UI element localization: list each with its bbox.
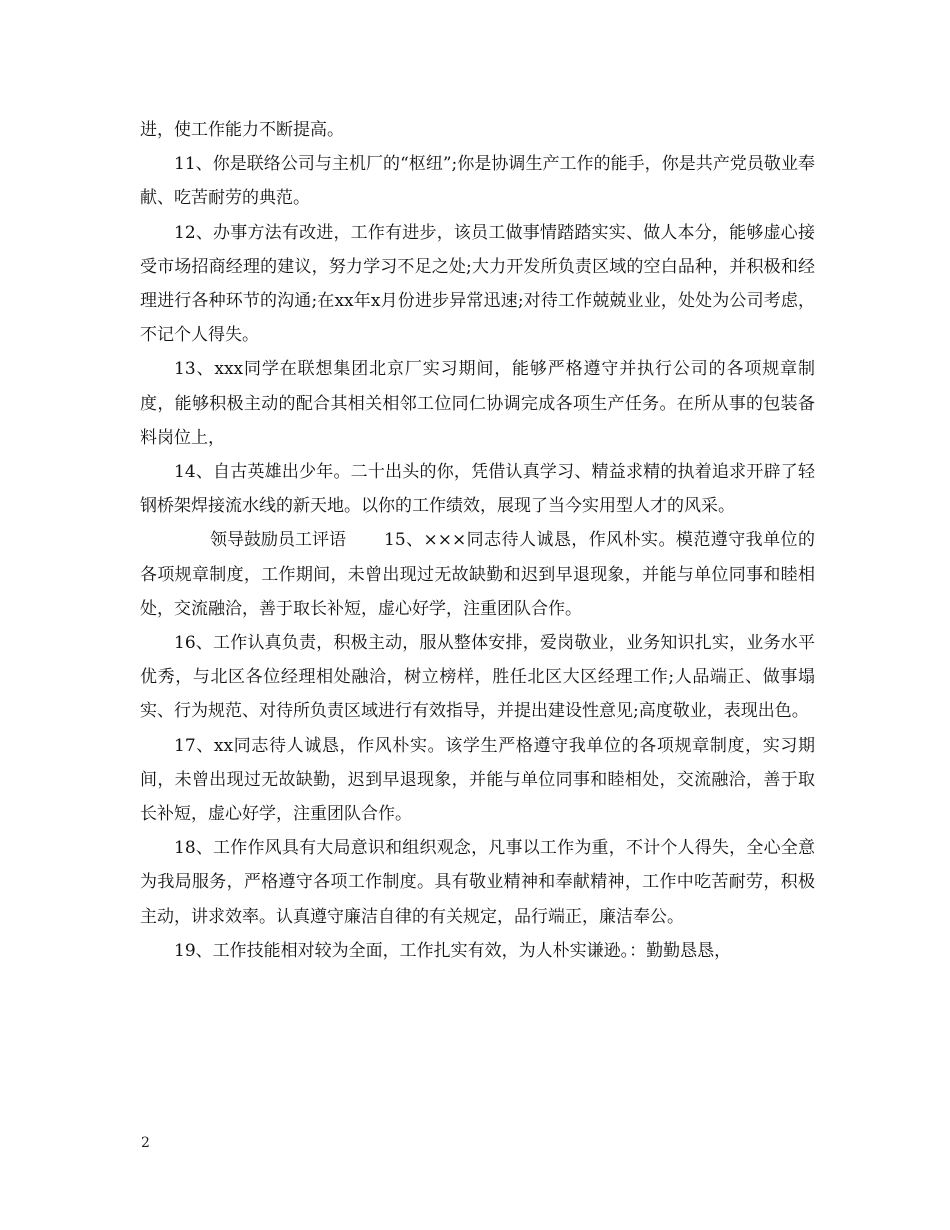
paragraph-15 (140, 523, 815, 626)
paragraph-12: 12、办事方法有改进，工作有进步，该员工做事情踏踏实实、做人本分，能够虚心接受市场招商经理的建议，努力学习不足之处;大力开发所负责区域的空白品种，并积极和经理进行各种环节的沟通;在xx年x月份进步异常迅速;对待工作兢兢业业，处处为公司考虑，不记个人得失。 (140, 222, 815, 346)
paragraph-13: 13、xxx同学在联想集团北京厂实习期间，能够严格遵守并执行公司的各项规章制度，能够积极主动的配合其相关相邻工位同仁协调完成各项生产任务。在所从事的包装备料岗位上， (140, 359, 815, 448)
paragraph-11: 11、你是联络公司与主机厂的“枢纽”;你是协调生产工作的能手，你是共产党员敬业奉献、吃苦耐劳的典范。 (140, 154, 815, 209)
paragraph-15-text: 15、×××同志待人诚恳，作风朴实。模范遵守我单位的各项规章制度，工作期间，未曾出现过无故缺勤和迟到早退现象，并能与单位同事和睦相处，交流融洽，善于取长补短，虚心好学，注重团队合作。 (140, 530, 815, 619)
document-body (140, 113, 815, 968)
paragraph-continuation: 进，使工作能力不断提高。 (140, 120, 344, 140)
paragraph-19: 19、工作技能相对较为全面，工作扎实有效，为人朴实谦逊。：勤勤恳恳， (174, 940, 732, 961)
paragraph-16: 16、工作认真负责，积极主动，服从整体安排，爱岗敬业，业务知识扎实，业务水平优秀，与北区各位经理相处融洽，树立榜样，胜任北区大区经理工作;人品端正、做事塌实、行为规范、对待所负责区域进行有效指导，并提出建设性意见;高度敬业，表现出色。 (140, 633, 815, 722)
paragraph-14: 14、自古英雄出少年。二十出头的你，凭借认真学习、精益求精的执着追求开辟了轻钢桥架焊接流水线的新天地。以你的工作绩效，展现了当今实用型人才的风采。 (140, 462, 815, 517)
paragraph-18: 18、工作作风具有大局意识和组织观念，凡事以工作为重，不计个人得失，全心全意为我局服务，严格遵守各项工作制度。具有敬业精神和奉献精神，工作中吃苦耐劳，积极主动，讲求效率。认真遵守廉洁自律的有关规定，品行端正，廉洁奉公。 (140, 838, 815, 927)
paragraph-17: 17、xx同志待人诚恳，作风朴实。该学生严格遵守我单位的各项规章制度，实习期间，未曾出现过无故缺勤，迟到早退现象，并能与单位同事和睦相处，交流融洽，善于取长补短，虚心好学，注重团队合作。 (140, 735, 815, 825)
section-header: 领导鼓励员工评语 (210, 530, 346, 551)
page-number: 2 (141, 1135, 150, 1151)
